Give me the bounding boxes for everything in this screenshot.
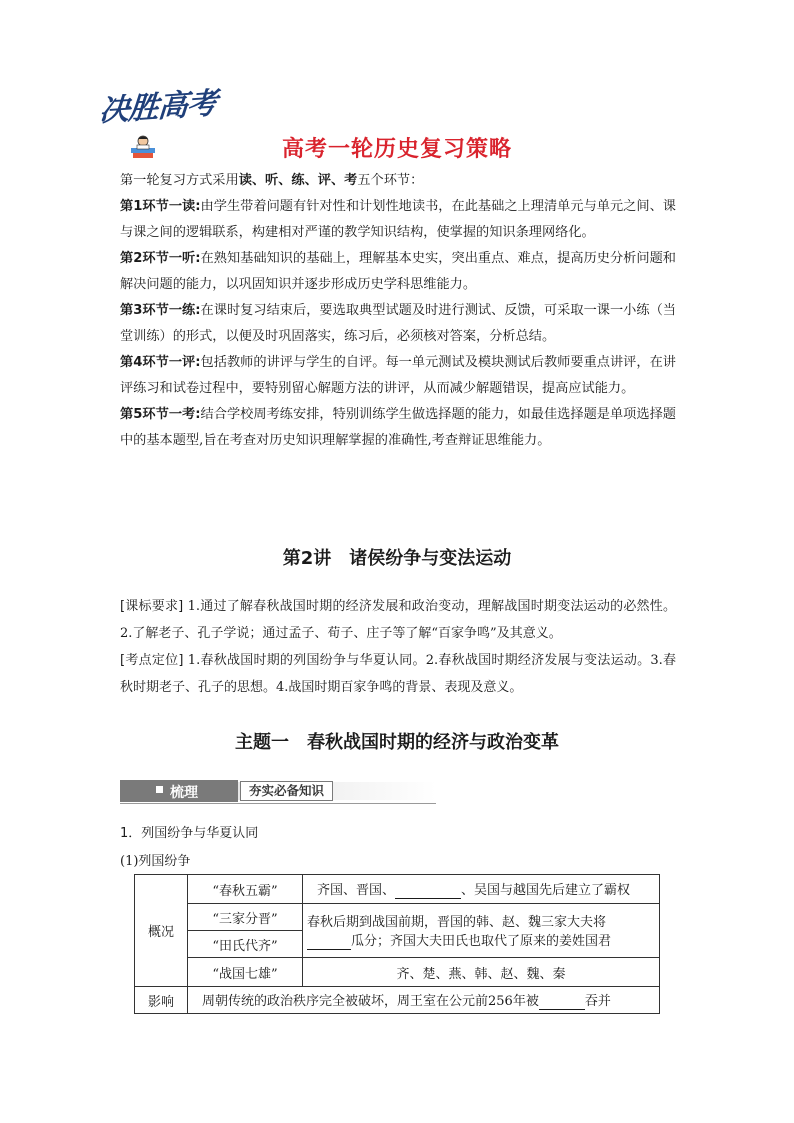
content-cell: 齐、楚、燕、韩、赵、魏、秦 <box>303 958 660 987</box>
step-label: 第3环节一练: <box>120 303 201 318</box>
impact-post: 吞并 <box>584 994 611 1009</box>
fill-in-blank[interactable] <box>307 934 351 950</box>
row2-line1: 春秋后期到战国前期，晋国的韩、赵、魏三家大夫将 <box>307 915 607 930</box>
impact-pre: 周朝传统的政治秩序完全被破坏，周王室在公元前256年被 <box>202 994 539 1009</box>
step-4 <box>120 350 676 402</box>
curriculum-requirements <box>120 593 676 647</box>
row2-line2-wrap <box>307 930 655 950</box>
section-heading: 1．列国纷争与华夏认同 <box>120 826 259 841</box>
exam-points-tag: [考点定位] <box>120 653 184 668</box>
step-2 <box>120 246 676 298</box>
term-cell: “田氏代齐” <box>188 931 303 958</box>
banner-label: 梳理 <box>170 785 198 801</box>
table-row <box>135 875 660 904</box>
step-text: 在课时复习结束后，要选取典型试题及时进行测试、反馈，可采取一课一小练（当堂训练）的形式，以便及时巩固落实，练习后，必须核对答案，分析总结。 <box>120 303 676 344</box>
term-cell: “战国七雄” <box>188 958 303 987</box>
step-text: 包括教师的讲评与学生的自评。每一单元测试及模块测试后教师要重点讲评，在讲评练习和试卷过程中，要特别留心解题方法的讲评，从而减少解题错误，提高应试能力。 <box>120 355 676 396</box>
row1-pre: 齐国、晋国、 <box>317 883 396 898</box>
banner-underline <box>120 803 436 804</box>
step-label: 第5环节一考: <box>120 407 201 422</box>
impact-content-cell <box>188 987 660 1014</box>
intro-line <box>120 168 676 194</box>
curriculum-text: 1.通过了解春秋战国时期的经济发展和政治变动，理解战国时期变法运动的必然性。2.了解老子、孔子学说；通过孟子、荀子、庄子等了解“百家争鸣”及其意义。 <box>120 599 676 641</box>
section-banner <box>120 780 436 804</box>
content-cell <box>303 904 660 958</box>
term-cell: “三家分晋” <box>188 904 303 931</box>
theme-title: 主题一 春秋战国时期的经济与政治变革 <box>235 732 559 753</box>
lecture-title: 第2讲 诸侯纷争与变法运动 <box>282 548 512 569</box>
fill-in-blank[interactable] <box>539 994 585 1010</box>
requirements-section <box>120 593 676 701</box>
intro-prefix: 第一轮复习方式采用 <box>120 173 239 188</box>
banner-box: 夯实必备知识 <box>240 781 333 801</box>
step-text: 在熟知基础知识的基础上，理解基本史实，突出重点、难点，提高历史分析问题和解决问题的能力，以巩固知识并逐步形成历史学科思维能力。 <box>120 251 676 292</box>
logo-text: 决胜高考 <box>98 85 218 129</box>
intro-suffix: 五个环节： <box>357 173 424 188</box>
term-cell: “春秋五霸” <box>188 875 303 904</box>
impact-label-cell: 影响 <box>135 987 188 1014</box>
content-cell <box>303 875 660 904</box>
step-label: 第2环节一听: <box>120 251 201 266</box>
curriculum-tag: [课标要求] <box>120 599 184 614</box>
step-1 <box>120 194 676 246</box>
overview-cell: 概况 <box>135 875 188 987</box>
step-5 <box>120 402 676 454</box>
step-label: 第4环节一评: <box>120 355 201 370</box>
row2-line2: 瓜分；齐国大夫田氏也取代了原来的姜姓国君 <box>351 934 612 949</box>
fill-in-blank[interactable] <box>395 883 461 899</box>
table-row <box>135 904 660 931</box>
step-label: 第1环节一读: <box>120 199 201 214</box>
square-bullet-icon <box>156 786 163 793</box>
exam-points <box>120 647 676 701</box>
table-row <box>135 958 660 987</box>
states-table <box>134 874 660 1014</box>
intro-section <box>120 168 676 454</box>
table-row <box>135 987 660 1014</box>
exam-points-text: 1.春秋战国时期的列国纷争与华夏认同。2.春秋战国时期经济发展与变法运动。3.春秋时期老子、孔子的思想。4.战国时期百家争鸣的背景、表现及意义。 <box>120 653 676 695</box>
intro-bold: 读、听、练、评、考 <box>238 173 358 188</box>
step-text: 结合学校周考练安排，特别训练学生做选择题的能力，如最佳选择题是单项选择题中的基本题型,旨在考查对历史知识理解掌握的准确性,考查辩证思维能力。 <box>120 407 676 448</box>
step-text: 由学生带着问题有针对性和计划性地读书，在此基础之上理清单元与单元之间、课与课之间的逻辑联系，构建相对严谨的教学知识结构，使掌握的知识条理网络化。 <box>120 199 676 240</box>
step-3 <box>120 298 676 350</box>
document-title: 高考一轮历史复习策略 <box>281 137 512 162</box>
row1-post: 、吴国与越国先后建立了霸权 <box>461 883 631 898</box>
subsection-heading: (1)列国纷争 <box>120 854 191 869</box>
